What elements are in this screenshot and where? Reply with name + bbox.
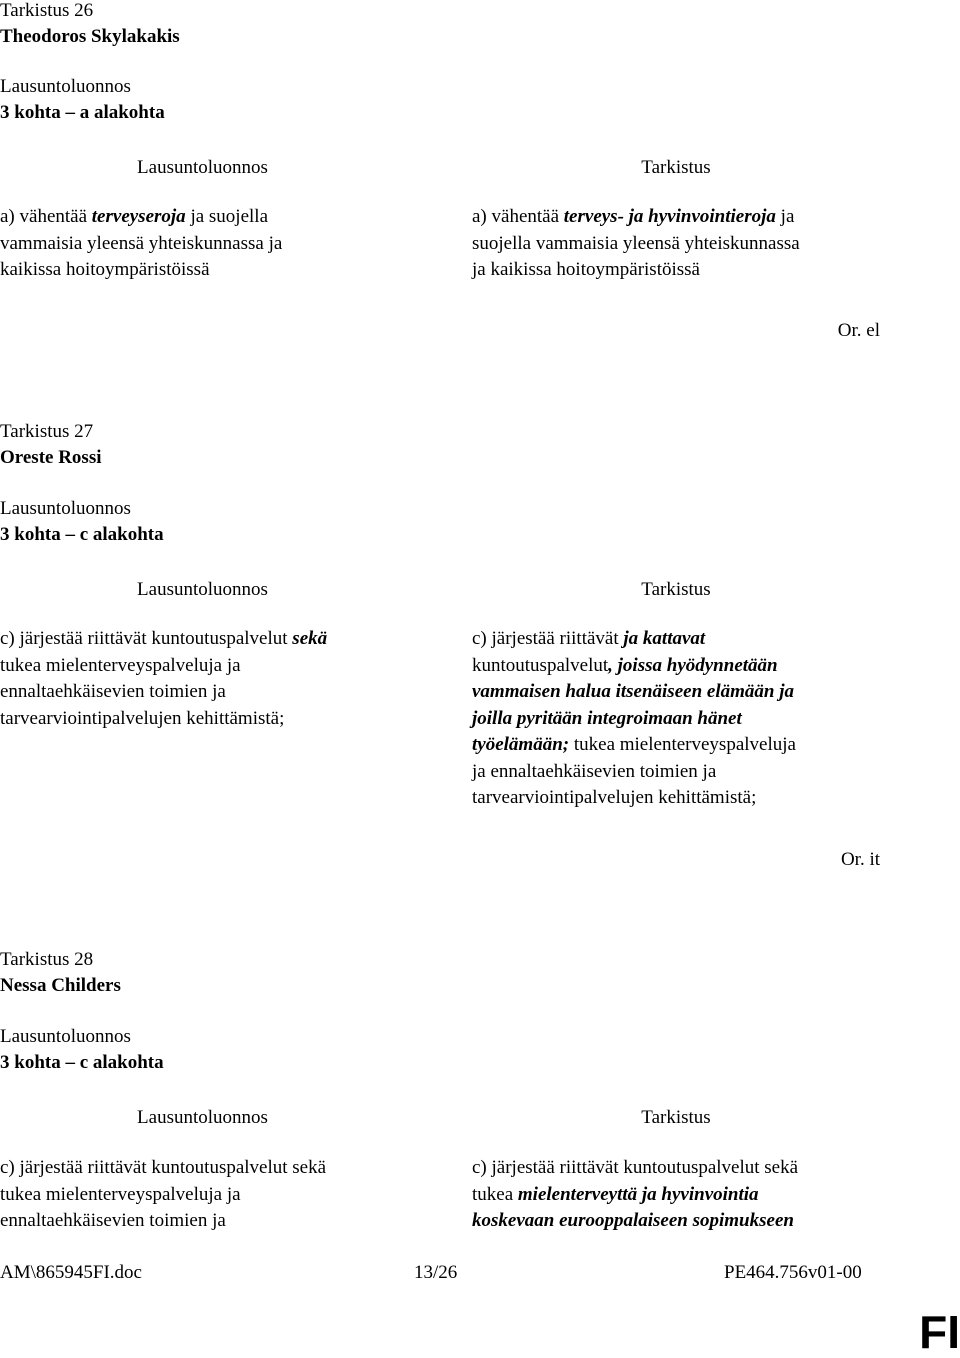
- text-line: [472, 759, 796, 786]
- amendment-28-author: Nessa Childers: [0, 975, 121, 996]
- text-segment: ennaltaehkäisevien toimien ja: [0, 1210, 226, 1231]
- text-line: [0, 1182, 326, 1209]
- text-segment: ja ennaltaehkäisevien toimien ja: [472, 760, 717, 782]
- text-line: [472, 1155, 798, 1182]
- amendment-27-left-text: [0, 626, 327, 732]
- amendment-27-right-text: [472, 626, 796, 812]
- amendment-26-ref-doc: Lausuntoluonnos: [0, 76, 131, 97]
- amendment-27-ref-point: 3 kohta – c alakohta: [0, 524, 164, 545]
- amendment-26-left-text: [0, 204, 282, 284]
- amendment-27-original-language: Or. it: [840, 849, 880, 870]
- amendment-27-left-heading: Lausuntoluonnos: [137, 579, 268, 600]
- amendment-26-title: Tarkistus 26: [0, 0, 94, 21]
- text-line: [472, 1208, 798, 1235]
- text-line: [472, 204, 800, 231]
- emphasized-text: koskevaan eurooppalaiseen sopimukseen: [472, 1210, 794, 1231]
- text-line: [0, 679, 327, 706]
- amendment-26-ref-point: 3 kohta – a alakohta: [0, 102, 165, 123]
- text-segment: tukea: [472, 1183, 518, 1205]
- footer-doc-id: AM\865945FI.doc: [0, 1262, 142, 1283]
- text-segment: tukea mielenterveyspalveluja: [569, 734, 796, 755]
- emphasized-text: terveyseroja: [91, 206, 186, 227]
- text-line: [0, 231, 282, 258]
- text-line: [472, 257, 800, 284]
- amendment-28-ref-doc: Lausuntoluonnos: [0, 1026, 131, 1047]
- emphasized-text: mielenterveyttä ja hyvinvointia: [517, 1183, 759, 1205]
- text-line: [0, 1208, 326, 1235]
- amendment-26-original-language: Or. el: [837, 320, 880, 341]
- text-segment: c) järjestää riittävät kuntoutuspalvelut sekä: [472, 1157, 799, 1178]
- amendment-26-right-text: [472, 204, 800, 284]
- emphasized-text: , joissa hyödynnetään: [608, 654, 778, 676]
- amendment-26-author: Theodoros Skylakakis: [0, 26, 180, 47]
- text-line: [0, 626, 327, 653]
- amendment-28-left-text: [0, 1155, 326, 1235]
- emphasized-text: ja kattavat: [623, 628, 706, 649]
- text-segment: kuntoutuspalvelut: [472, 654, 609, 676]
- amendment-28-ref-point: 3 kohta – c alakohta: [0, 1052, 164, 1073]
- amendment-27-ref-doc: Lausuntoluonnos: [0, 498, 131, 519]
- text-segment: a) vähentää: [0, 206, 92, 227]
- amendment-27-author: Oreste Rossi: [0, 447, 102, 468]
- amendment-28-right-heading: Tarkistus: [641, 1107, 711, 1128]
- text-line: [472, 785, 796, 812]
- text-line: [472, 679, 796, 706]
- text-segment: tarvearviointipalvelujen kehittämistä;: [0, 707, 285, 729]
- amendment-27-title: Tarkistus 27: [0, 421, 94, 442]
- text-line: [472, 706, 796, 733]
- text-segment: tukea mielenterveyspalveluja ja: [0, 654, 241, 676]
- text-segment: tukea mielenterveyspalveluja ja: [0, 1183, 241, 1205]
- text-segment: c) järjestää riittävät: [472, 628, 624, 649]
- text-segment: suojella vammaisia yleensä yhteiskunnassa: [472, 232, 800, 254]
- footer-page-number: 13/26: [414, 1262, 458, 1283]
- text-segment: tarvearviointipalvelujen kehittämistä;: [472, 787, 757, 808]
- emphasized-text: terveys- ja hyvinvointieroja: [563, 206, 776, 227]
- emphasized-text: sekä: [292, 628, 328, 649]
- amendment-28-title: Tarkistus 28: [0, 949, 94, 970]
- text-segment: c) järjestää riittävät kuntoutuspalvelut: [0, 628, 293, 649]
- amendment-26-left-heading: Lausuntoluonnos: [137, 157, 268, 178]
- text-line: [0, 653, 327, 680]
- amendment-27-right-heading: Tarkistus: [641, 579, 711, 600]
- text-segment: ja: [775, 206, 795, 227]
- text-line: [0, 706, 327, 733]
- text-segment: c) järjestää riittävät kuntoutuspalvelut sekä: [0, 1157, 327, 1178]
- text-segment: a) vähentää: [472, 206, 564, 227]
- footer-pe-reference: PE464.756v01-00: [724, 1262, 862, 1283]
- text-segment: vammaisia yleensä yhteiskunnassa ja: [0, 232, 283, 254]
- amendment-28-right-text: [472, 1155, 798, 1235]
- emphasized-text: joilla pyritään integroimaan hänet: [472, 707, 742, 729]
- text-segment: ennaltaehkäisevien toimien ja: [0, 681, 226, 702]
- text-line: [472, 653, 796, 680]
- text-line: [0, 257, 282, 284]
- text-line: [472, 231, 800, 258]
- text-line: [0, 204, 282, 231]
- emphasized-text: työelämään;: [472, 734, 570, 755]
- text-line: [472, 1182, 798, 1209]
- amendment-26-right-heading: Tarkistus: [641, 157, 711, 178]
- text-segment: ja kaikissa hoitoympäristöissä: [472, 259, 700, 280]
- emphasized-text: vammaisen halua itsenäiseen elämään ja: [472, 681, 794, 702]
- text-line: [472, 626, 796, 653]
- text-line: [472, 732, 796, 759]
- text-segment: ja suojella: [185, 206, 268, 227]
- text-segment: kaikissa hoitoympäristöissä: [0, 259, 210, 280]
- text-line: [0, 1155, 326, 1182]
- language-mark: FI: [919, 1306, 960, 1358]
- amendment-28-left-heading: Lausuntoluonnos: [137, 1107, 268, 1128]
